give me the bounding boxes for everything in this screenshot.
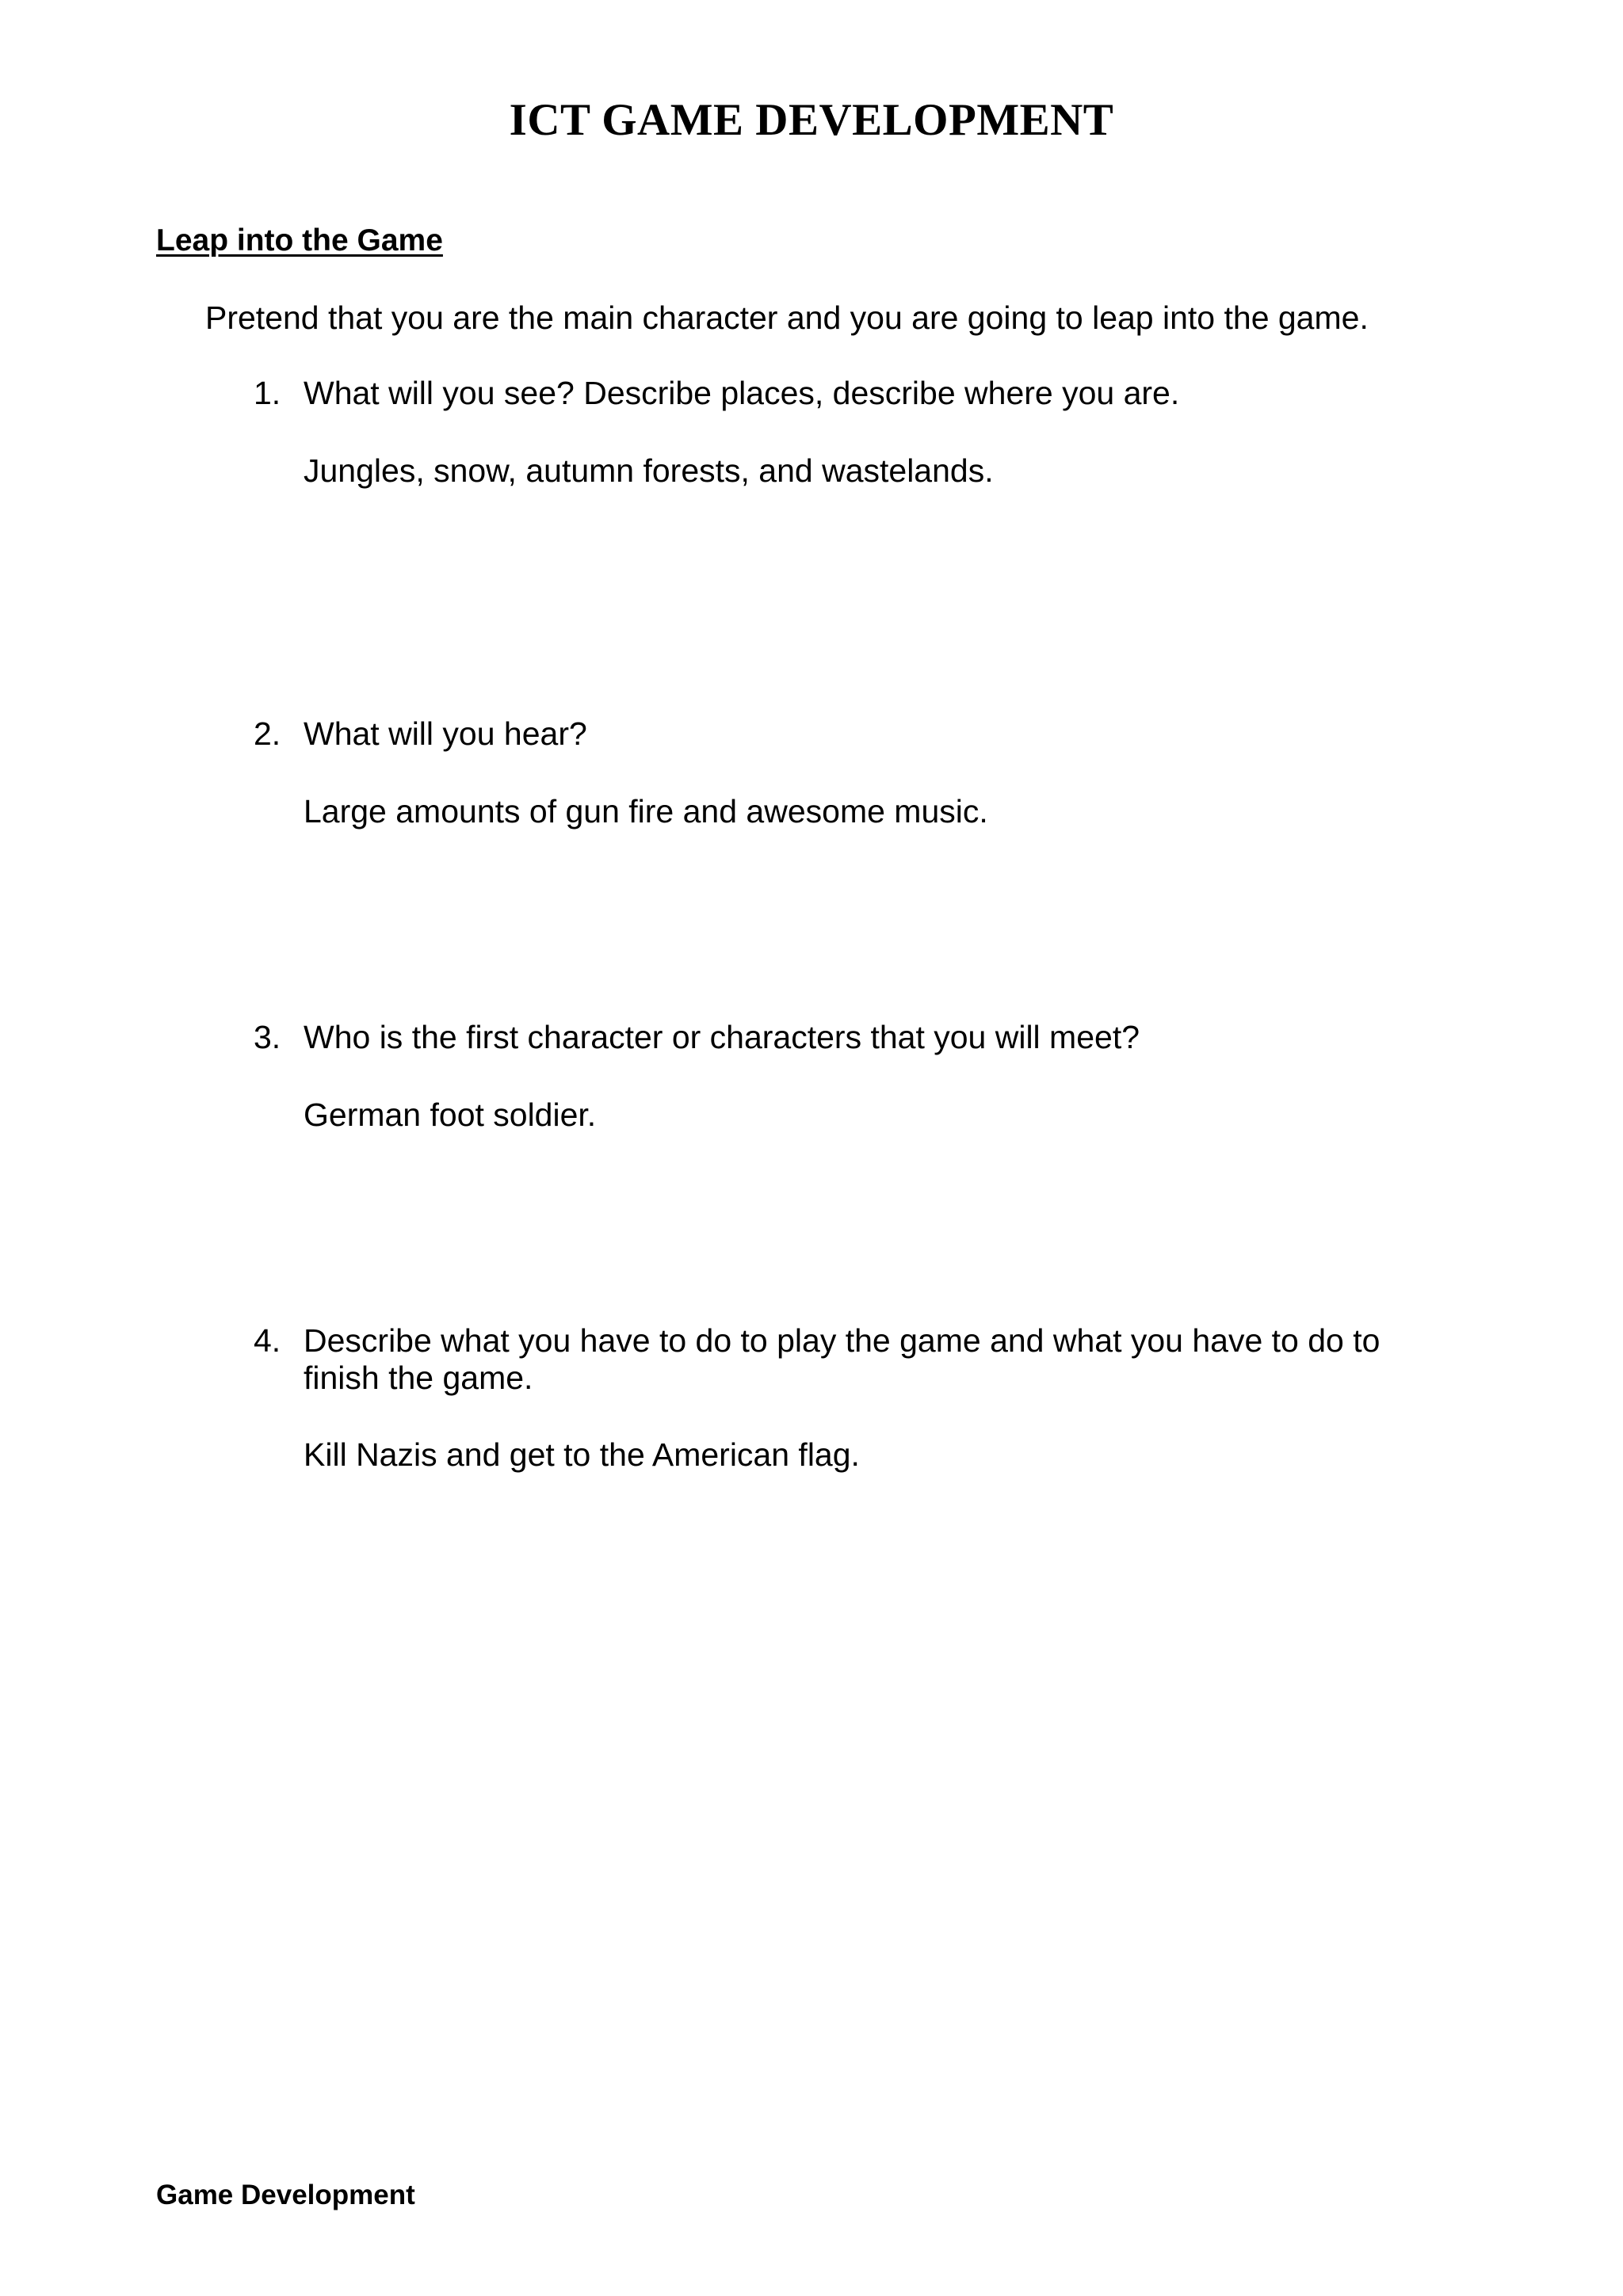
question-4-number: 4. xyxy=(254,1322,281,1359)
page-footer: Game Development xyxy=(156,2180,415,2210)
question-2-text: What will you hear? xyxy=(304,715,587,752)
intro-paragraph: Pretend that you are the main character and you are going to leap into the game. xyxy=(205,299,1369,336)
answer-1-text: Jungles, snow, autumn forests, and wastelands. xyxy=(304,452,994,489)
question-1-number: 1. xyxy=(254,375,281,411)
section-heading: Leap into the Game xyxy=(156,223,443,257)
question-3-number: 3. xyxy=(254,1019,281,1055)
answer-3-text: German foot soldier. xyxy=(304,1097,597,1133)
question-2-number: 2. xyxy=(254,715,281,752)
question-4-text: Describe what you have to do to play the game and what you have to do to finish the game. xyxy=(304,1322,1381,1396)
question-3-text: Who is the first character or characters that you will meet? xyxy=(304,1019,1140,1055)
answer-2-text: Large amounts of gun fire and awesome music. xyxy=(304,793,988,830)
answer-4-text: Kill Nazis and get to the American flag. xyxy=(304,1436,860,1473)
question-1-text: What will you see? Describe places, describe where you are. xyxy=(304,375,1180,411)
document-title: ICT GAME DEVELOPMENT xyxy=(509,95,1114,145)
